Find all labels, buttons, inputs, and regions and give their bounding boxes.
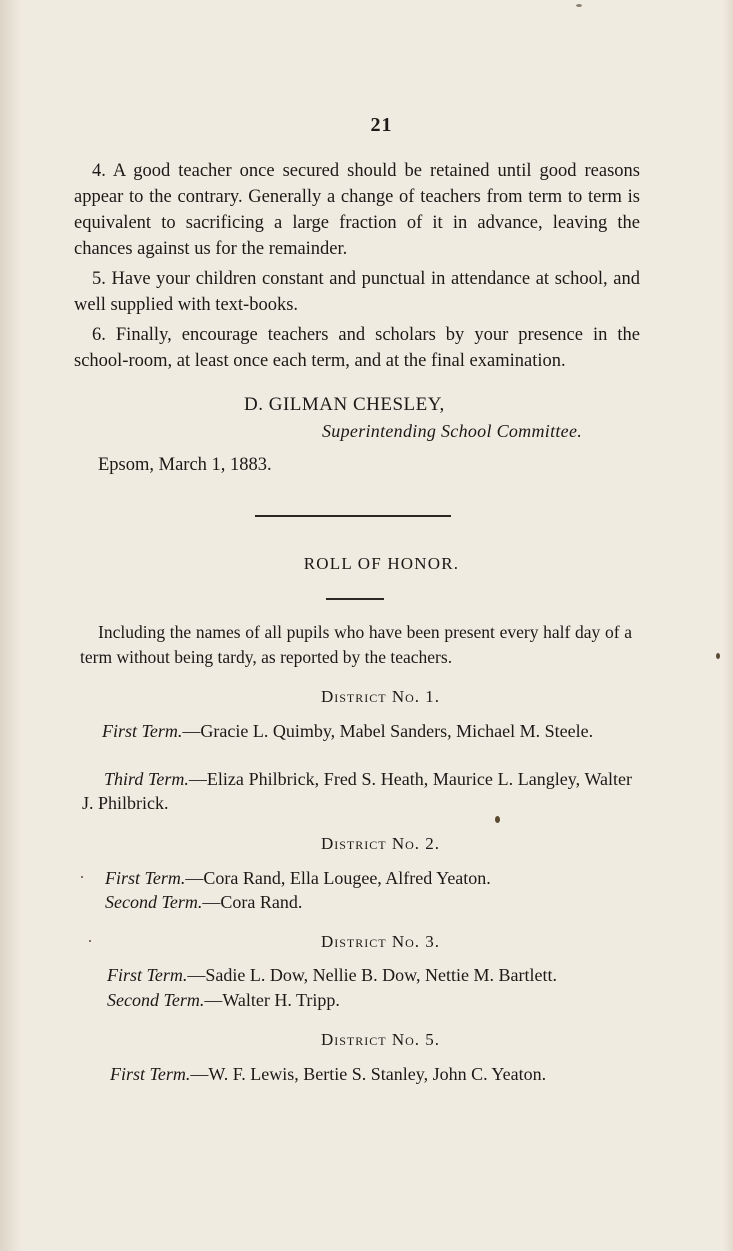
district-heading: District No. 2.	[320, 834, 441, 853]
roll-heading: ROLL OF HONOR.	[303, 554, 460, 573]
paragraph-4: 4. A good teacher once secured should be retained until good reasons appear to the contrary. Generally a change of teachers from term to term is equivalent to sacrificing a large fraction of it in advance, leaving the chances against us for the remainder.	[74, 161, 640, 259]
entry-names: —Walter H. Tripp.	[204, 990, 340, 1010]
page-shadow-right	[723, 0, 733, 1251]
paragraph-6: 6. Finally, encourage teachers and scholars by your presence in the school-room, at least once each term, and at the final examination.	[74, 325, 640, 371]
place-date: Epsom, March 1, 1883.	[98, 455, 272, 475]
district-heading: District No. 5.	[320, 1030, 441, 1049]
term-label: First Term.	[110, 1064, 191, 1084]
roll-intro-block	[80, 620, 632, 670]
district-heading: District No. 3.	[320, 932, 441, 951]
heading-rule	[326, 598, 384, 600]
district-heading: District No. 1.	[320, 687, 441, 706]
section-divider	[255, 515, 451, 517]
page-number: 21	[370, 114, 393, 136]
signature-title: Superintending School Committee.	[322, 421, 583, 441]
signature-name: D. GILMAN CHESLEY,	[244, 394, 445, 415]
roll-entry	[105, 890, 635, 914]
paper-speck	[716, 653, 720, 659]
body-text	[74, 158, 640, 374]
term-label: Second Term.	[107, 990, 205, 1010]
term-label: Third Term.	[104, 769, 189, 789]
paragraph-5: 5. Have your children constant and punctual in attendance at school, and well supplied with text-books.	[74, 269, 640, 315]
roll-entry	[110, 1062, 635, 1086]
term-label: First Term.	[102, 721, 183, 741]
entry-names: —Gracie L. Quimby, Mabel Sanders, Michael M. Steele.	[182, 721, 594, 741]
roll-entry	[107, 963, 637, 987]
entry-names: —Sadie L. Dow, Nellie B. Dow, Nettie M. Bartlett.	[187, 965, 557, 985]
term-label: First Term.	[107, 965, 188, 985]
entry-names: —W. F. Lewis, Bertie S. Stanley, John C. Yeaton.	[190, 1064, 547, 1084]
entry-names: —Eliza Philbrick, Fred S. Heath, Maurice L. Langley, Walter J. Philbrick.	[82, 769, 633, 813]
paper-speck	[89, 940, 91, 942]
roll-entry	[82, 767, 632, 815]
paper-speck	[576, 4, 582, 7]
term-label: First Term.	[105, 868, 186, 888]
roll-entry	[105, 866, 635, 890]
term-label: Second Term.	[105, 892, 203, 912]
roll-entry	[82, 719, 632, 743]
entry-names: —Cora Rand, Ella Lougee, Alfred Yeaton.	[185, 868, 491, 888]
paper-speck	[495, 816, 500, 823]
entry-names: —Cora Rand.	[202, 892, 303, 912]
roll-intro: Including the names of all pupils who have been present every half day of a term without being tardy, as reported by the teachers.	[80, 622, 632, 667]
paper-speck	[81, 876, 83, 878]
roll-entry	[107, 988, 637, 1012]
page-shadow-left	[0, 0, 22, 1251]
